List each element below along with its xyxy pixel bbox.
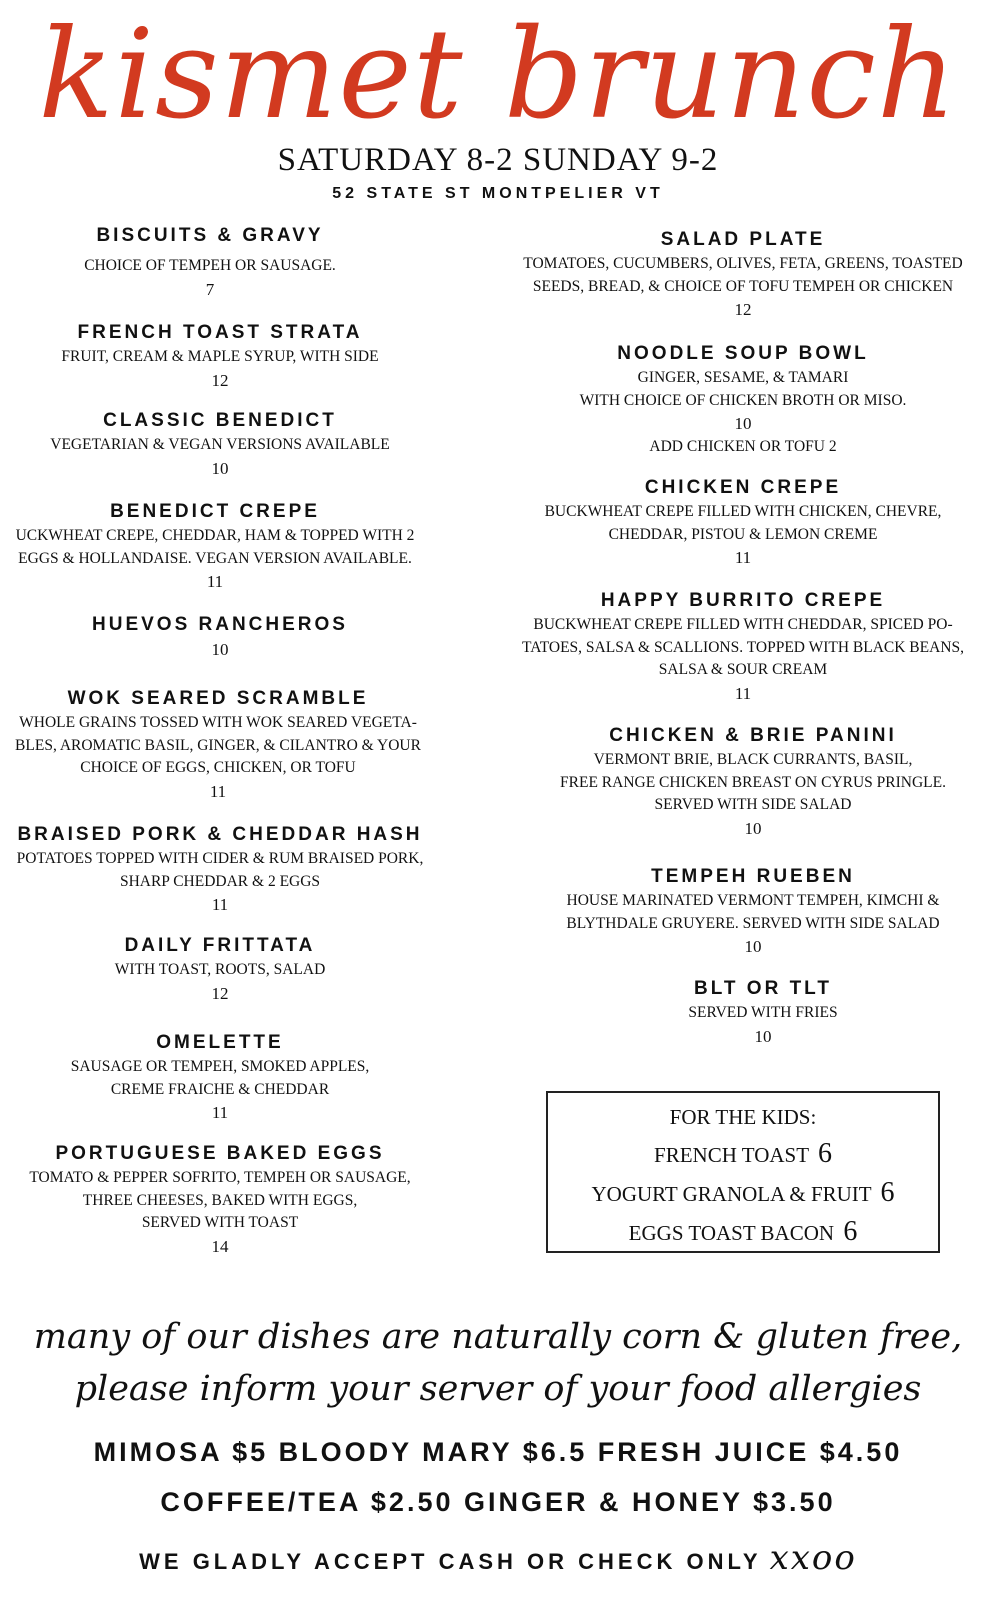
item-price: 12 xyxy=(211,983,229,1003)
allergy-notice-line-1: many of our dishes are naturally corn & gluten free, xyxy=(33,1317,963,1357)
menu-item-blt-or-tlt xyxy=(540,976,986,1049)
menu-item-tempeh-rueben xyxy=(520,864,986,959)
item-desc: SAUSAGE OR TEMPEH, SMOKED APPLES, xyxy=(70,1058,370,1075)
item-name: BLT OR TLT xyxy=(694,978,832,999)
menu-item-braised-pork-hash xyxy=(0,822,440,917)
item-name: CHICKEN CREPE xyxy=(644,477,842,498)
kids-item-price: 6 xyxy=(843,1216,858,1247)
item-price: 11 xyxy=(734,548,752,567)
item-price: 11 xyxy=(734,683,752,703)
menu-item-portuguese-baked-eggs xyxy=(10,1141,430,1259)
item-price: 12 xyxy=(734,300,752,319)
kids-menu-item xyxy=(548,1174,938,1213)
address: 52 STATE ST MONTPELIER VT xyxy=(332,185,664,202)
menu-item-biscuits-gravy xyxy=(10,223,410,302)
item-price: 14 xyxy=(211,1236,229,1256)
menu-item-happy-burrito-crepe xyxy=(500,588,986,706)
signoff: xxoo xyxy=(769,1538,857,1578)
item-desc: TATOES, SALSA & SCALLIONS. TOPPED WITH BLACK BEANS, xyxy=(522,638,964,656)
item-price: 12 xyxy=(211,370,229,390)
item-price: 10 xyxy=(744,937,762,956)
item-price: 10 xyxy=(734,414,752,433)
item-desc: WITH TOAST, ROOTS, SALAD xyxy=(114,961,326,978)
menu-item-huevos-rancheros xyxy=(10,612,430,662)
opening-hours: SATURDAY 8-2 SUNDAY 9-2 xyxy=(277,142,719,178)
item-desc: HOUSE MARINATED VERMONT TEMPEH, KIMCHI & xyxy=(566,892,940,909)
drinks-line-2: COFFEE/TEA $2.50 GINGER & HONEY $3.50 xyxy=(160,1487,836,1517)
item-desc: TOMATOES, CUCUMBERS, OLIVES, FETA, GREENS, TOASTED xyxy=(523,255,963,272)
menu-item-salad-plate xyxy=(500,227,986,322)
item-desc: SALSA & SOUR CREAM xyxy=(658,661,828,678)
item-desc: UCKWHEAT CREPE, CHEDDAR, HAM & TOPPED WITH 2 xyxy=(15,527,415,544)
item-name: FRENCH TOAST STRATA xyxy=(77,322,363,343)
item-price: 11 xyxy=(209,781,227,801)
kids-menu-item xyxy=(548,1213,938,1252)
menu-item-chicken-crepe xyxy=(520,475,966,570)
item-price: 7 xyxy=(205,279,215,299)
item-desc: SEEDS, BREAD, & CHOICE OF TOFU TEMPEH OR CHICKEN xyxy=(532,277,954,295)
item-name: WOK SEARED SCRAMBLE xyxy=(67,688,369,709)
item-desc: CHEDDAR, PISTOU & LEMON CREME xyxy=(608,525,878,543)
menu-item-daily-frittata xyxy=(10,933,430,1006)
menu-item-omelette xyxy=(10,1030,430,1125)
drinks-line-1: MIMOSA $5 BLOODY MARY $6.5 FRESH JUICE $4.50 xyxy=(93,1437,903,1467)
item-desc: EGGS & HOLLANDAISE. VEGAN VERSION AVAILABLE. xyxy=(18,549,412,567)
item-desc: SERVED WITH SIDE SALAD xyxy=(654,796,852,813)
item-desc: GINGER, SESAME, & TAMARI xyxy=(637,369,849,386)
item-desc: BLYTHDALE GRUYERE. SERVED WITH SIDE SALAD xyxy=(566,914,940,932)
payment-text: WE GLADLY ACCEPT CASH OR CHECK ONLY xyxy=(139,1549,762,1574)
item-desc: WITH CHOICE OF CHICKEN BROTH OR MISO. xyxy=(579,391,907,409)
item-desc: SERVED WITH FRIES xyxy=(688,1004,838,1021)
item-name: CLASSIC BENEDICT xyxy=(103,410,337,431)
menu-item-noodle-soup-bowl xyxy=(520,341,966,459)
item-name: DAILY FRITTATA xyxy=(124,935,316,956)
item-price: 10 xyxy=(211,458,229,478)
item-price: 10 xyxy=(754,1026,772,1046)
item-name: PORTUGUESE BAKED EGGS xyxy=(55,1143,385,1164)
kids-item-price: 6 xyxy=(817,1138,832,1169)
item-price: 10 xyxy=(211,640,229,659)
item-desc: BUCKWHEAT CREPE FILLED WITH CHEDDAR, SPICED PO- xyxy=(533,616,953,633)
item-name: CHICKEN & BRIE PANINI xyxy=(609,725,897,746)
menu-item-chicken-brie-panini xyxy=(520,723,986,841)
kids-menu-box xyxy=(546,1091,940,1253)
item-desc: CHOICE OF TEMPEH OR SAUSAGE. xyxy=(84,257,336,274)
menu-item-wok-seared-scramble xyxy=(0,686,436,804)
item-desc: SERVED WITH TOAST xyxy=(141,1214,299,1231)
kids-menu-item xyxy=(548,1135,938,1174)
item-desc: FRUIT, CREAM & MAPLE SYRUP, WITH SIDE xyxy=(61,348,379,365)
item-desc: CREME FRAICHE & CHEDDAR xyxy=(110,1080,330,1098)
item-desc: VERMONT BRIE, BLACK CURRANTS, BASIL, xyxy=(593,751,913,768)
item-price: 11 xyxy=(211,895,229,914)
item-addon: ADD CHICKEN OR TOFU 2 xyxy=(649,438,837,455)
item-name: BENEDICT CREPE xyxy=(110,501,320,522)
payment-notice xyxy=(0,1538,996,1582)
menu-item-benedict-crepe xyxy=(0,499,430,594)
item-desc: BUCKWHEAT CREPE FILLED WITH CHICKEN, CHEVRE, xyxy=(544,503,942,520)
item-name: HUEVOS RANCHEROS xyxy=(92,614,348,635)
item-name: BISCUITS & GRAVY xyxy=(96,225,324,246)
item-price: 10 xyxy=(744,818,762,838)
item-name: BRAISED PORK & CHEDDAR HASH xyxy=(17,824,423,845)
kids-item-name: FRENCH TOAST xyxy=(654,1143,809,1167)
restaurant-title: kismet brunch xyxy=(38,3,958,147)
item-name: HAPPY BURRITO CREPE xyxy=(600,590,886,611)
item-price: 11 xyxy=(206,572,224,591)
item-desc: THREE CHEESES, BAKED WITH EGGS, xyxy=(82,1191,358,1209)
item-desc: POTATOES TOPPED WITH CIDER & RUM BRAISED PORK, xyxy=(16,850,424,867)
menu-item-classic-benedict xyxy=(10,408,430,481)
item-desc: FREE RANGE CHICKEN BREAST ON CYRUS PRINGLE. xyxy=(560,773,946,791)
item-name: OMELETTE xyxy=(156,1032,284,1053)
item-name: NOODLE SOUP BOWL xyxy=(617,343,869,364)
kids-item-price: 6 xyxy=(880,1177,895,1208)
kids-item-name: YOGURT GRANOLA & FRUIT xyxy=(591,1182,872,1206)
kids-menu-title: FOR THE KIDS: xyxy=(669,1105,817,1129)
item-name: TEMPEH RUEBEN xyxy=(651,866,855,887)
item-price: 11 xyxy=(211,1103,229,1122)
menu-item-french-toast-strata xyxy=(10,320,430,393)
item-desc: VEGETARIAN & VEGAN VERSIONS AVAILABLE xyxy=(50,436,390,453)
item-desc: SHARP CHEDDAR & 2 EGGS xyxy=(119,872,321,890)
item-name: SALAD PLATE xyxy=(660,229,826,250)
item-desc: CHOICE OF EGGS, CHICKEN, OR TOFU xyxy=(80,759,356,776)
item-desc: TOMATO & PEPPER SOFRITO, TEMPEH OR SAUSAGE, xyxy=(29,1169,411,1186)
kids-item-name: EGGS TOAST BACON xyxy=(628,1221,835,1245)
item-desc: WHOLE GRAINS TOSSED WITH WOK SEARED VEGETA- xyxy=(19,714,417,731)
allergy-notice-line-2: please inform your server of your food allergies xyxy=(74,1369,922,1409)
item-desc: BLES, AROMATIC BASIL, GINGER, & CILANTRO & YOUR xyxy=(15,736,421,754)
